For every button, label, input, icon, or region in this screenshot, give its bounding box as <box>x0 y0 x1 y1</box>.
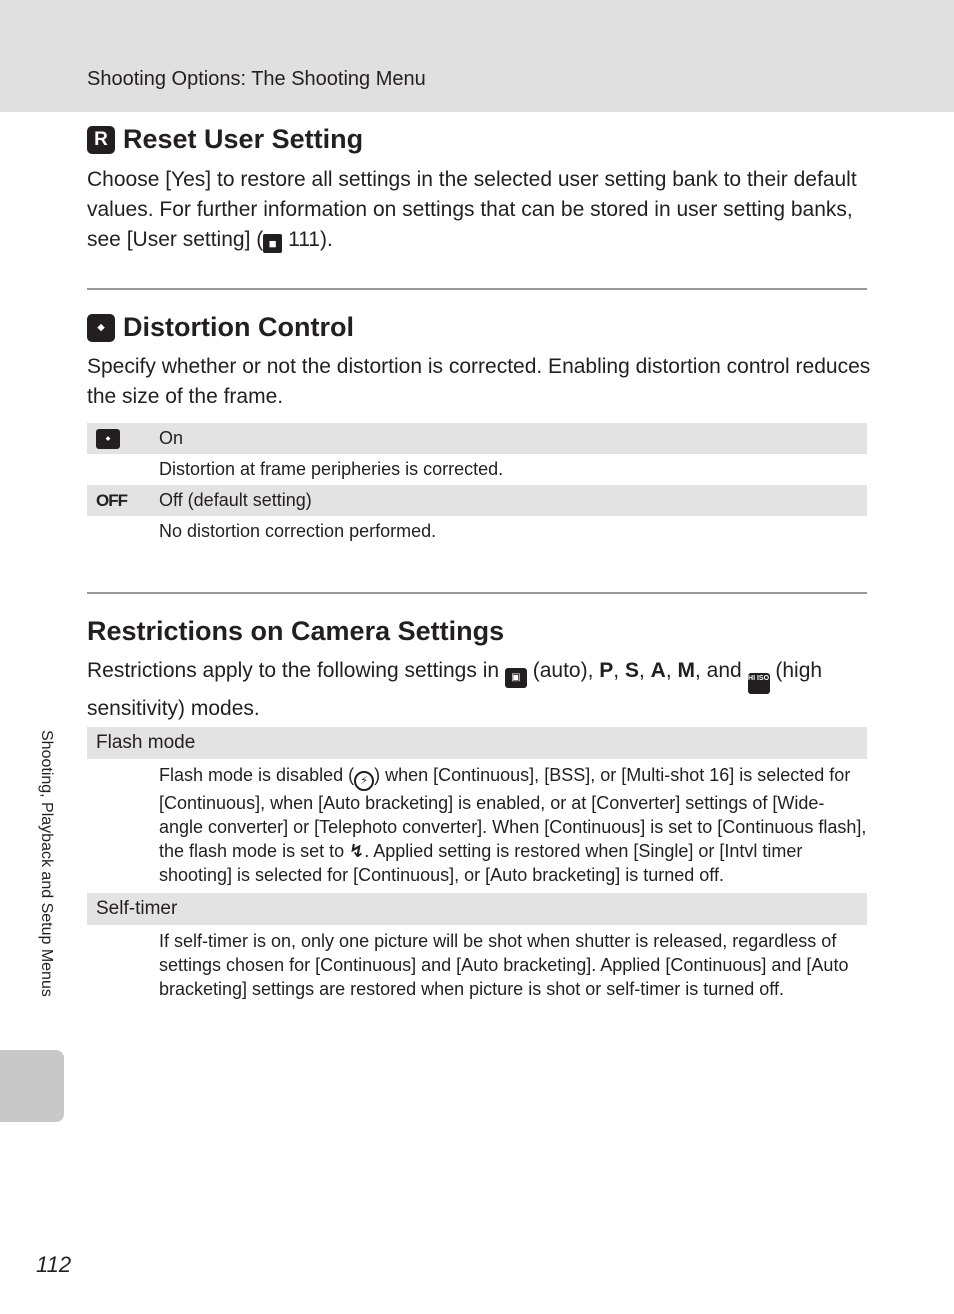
side-tab-label: Shooting, Playback and Setup Menus <box>38 730 55 997</box>
option-label: On <box>159 428 184 448</box>
restriction-self-timer-text: If self-timer is on, only one picture will be shot when shutter is released, regardless of settings chosen for [Continuous] and [Auto bracketing]. Applied [Continuous] and [Auto bracketing] settings are restored when picture is shot or self-timer is turned off. <box>159 931 849 999</box>
restriction-flash-mode-text: Flash mode is disabled ( ⚡ ) when [Continuous], [BSS], or [Multi-shot 16] is selected for [Continuous], when [Auto bracketing] is enabled, or at [Converter] settings of [Wide-angle converter] or [Telephoto converter]. When [Continuous] is set to [Continuous flash], the flash mode is set to ↯. Applied setting is restored when [Single] or [Intvl timer shooting] is selected for [Continuous], or [Auto bracketing] is turned off. <box>159 765 867 885</box>
book-reference-icon: ■ <box>263 234 282 253</box>
auto-mode-camera-icon: ▣ <box>505 668 527 688</box>
distortion-control-title: Distortion Control <box>123 312 354 342</box>
flash-icon: ↯ <box>349 841 365 861</box>
restrictions-intro: Restrictions apply to the following settings in ▣ (auto), P, S, A, M, and HI ISO (high sensitivity) modes. <box>87 659 823 720</box>
distortion-control-icon: ⬩ <box>87 314 115 342</box>
high-iso-mode-icon: HI ISO <box>748 673 770 694</box>
option-description: No distortion correction performed. <box>159 521 437 541</box>
page-number: 112 <box>36 1252 72 1277</box>
section-divider <box>87 592 867 594</box>
reset-user-setting-title: Reset User Setting <box>123 124 364 154</box>
option-row-on <box>87 423 867 454</box>
header-band <box>0 0 954 112</box>
restriction-self-timer: Self-timer <box>87 893 867 925</box>
flash-off-icon: ⚡ <box>354 771 374 791</box>
restrictions-heading <box>87 616 504 647</box>
restrictions-title: Restrictions on Camera Settings <box>87 616 505 646</box>
restrictions-table <box>87 727 867 1007</box>
reset-user-setting-heading <box>87 124 363 155</box>
on-icon: ⬩ <box>96 429 120 449</box>
restriction-flash-mode: Flash mode <box>87 727 867 759</box>
reset-icon: R <box>87 126 115 154</box>
off-icon: OFF <box>96 490 127 510</box>
option-row-off <box>87 485 867 516</box>
option-description: Distortion at frame peripheries is corrected. <box>159 459 504 479</box>
reset-user-setting-body: Choose [Yes] to restore all settings in the selected user setting bank to their default values. For further information on settings that can be stored in user setting banks, see [User setting] ( ■ 111). <box>87 168 857 251</box>
distortion-control-body: Specify whether or not the distortion is corrected. Enabling distortion control reduces the size of the frame. <box>87 355 871 408</box>
distortion-control-heading <box>87 312 354 343</box>
section-divider <box>87 288 867 290</box>
running-header: Shooting Options: The Shooting Menu <box>87 68 426 90</box>
side-tab[interactable] <box>0 1050 64 1122</box>
option-label: Off (default setting) <box>159 490 312 510</box>
distortion-options-table <box>87 423 867 547</box>
